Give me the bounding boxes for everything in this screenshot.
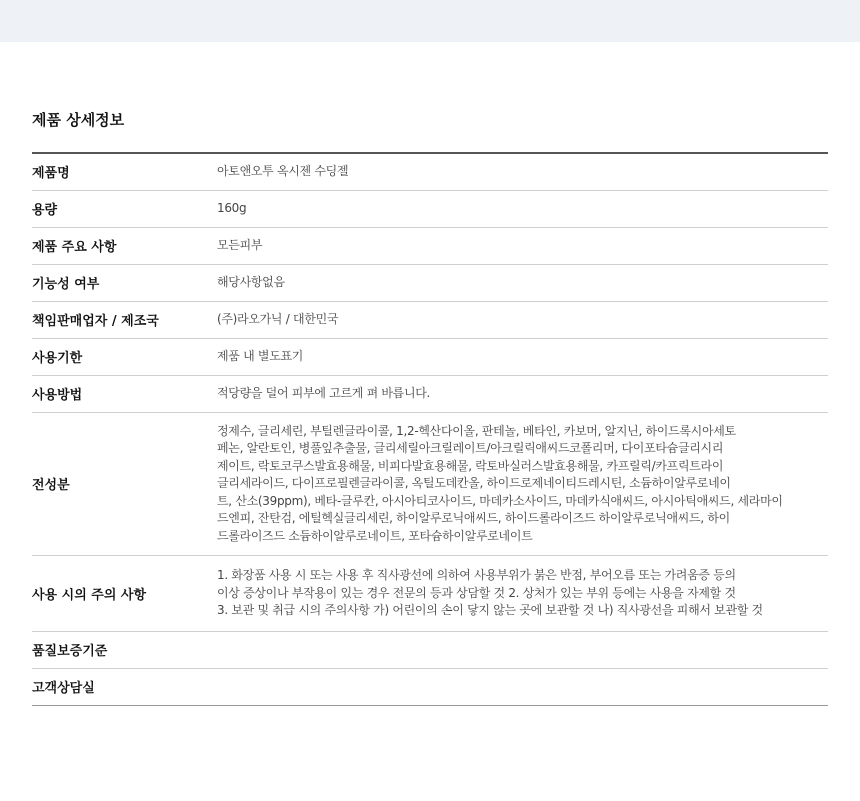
table-row-main-specs [32,227,828,264]
table-row-seller-origin [32,301,828,338]
row-label: 사용기한 [32,351,83,366]
table-row-product-name [32,153,828,190]
table-row-expiry [32,338,828,375]
row-value: 정제수, 글리세린, 부틸렌글라이콜, 1,2-헥산다이올, 판테놀, 베타인, 카보머, 알지닌, 하이드록시아세토 페논, 알란토인, 병풀잎추출물, 글리세릴아크릴레이트/아크릴릭애씨드코폴리머, 다이포타슘글리시리 제이트, 락토코쿠스발효용해물, 비피다발효용해물, 락토바실러스발효용해물, 카프릴릭/카프릭트라이 글리세라이드, 다이프로필렌글라이콜, 옥틸도데칸올, 하이드로제네이티드레시틴, 소듐하이알루로네이 트, 산소(39ppm), 베타-글루칸, 아시아티코사이드, 마데카소사이드, 마데카식애씨드, 아시아틱애씨드, 세라마이 드엔피, 잔탄검, 에틸헥실글리세린, 하이알루로닉애씨드, 하이드롤라이즈드 하이알루로닉애씨드, 하이 드롤라이즈드 소듐하이알루로네이트, 포타슘하이알루로네이트 [217,423,783,543]
product-info-table [32,152,828,706]
row-value: 제품 내 별도표기 [217,348,304,363]
row-label: 전성분 [32,478,70,494]
table-row-volume [32,190,828,227]
table-row-ingredients [32,412,828,556]
row-label: 고객상담실 [32,681,95,696]
row-value: 1. 화장품 사용 시 또는 사용 후 직사광선에 의하여 사용부위가 붉은 반점, 부어오름 또는 가려움증 등의 이상 증상이나 부작용이 있는 경우 전문의 등과 상담할 것 2. 상처가 있는 부위 등에는 사용을 자제할 것 3. 보관 및 취급 시의 주의사항 가) 어린이의 손이 닿지 않는 곳에 보관할 것 나) 직사광선을 피해서 보관할 것 [217,568,763,617]
row-label: 제품명 [32,166,70,182]
row-value: 모든피부 [217,237,263,252]
row-label: 사용방법 [32,388,83,403]
row-value: 아토앤오투 옥시젠 수딩젤 [217,164,349,178]
top-banner [0,0,860,42]
product-detail-section [32,110,828,706]
row-label: 책임판매업자 / 제조국 [32,314,159,329]
row-label: 기능성 여부 [32,277,100,292]
row-value: (주)라오가닉 / 대한민국 [217,311,339,326]
table-row-quality [32,631,828,668]
row-value: 160g [217,200,247,215]
row-label: 품질보증기준 [32,644,108,659]
table-row-caution [32,556,828,632]
table-row-functional [32,264,828,301]
row-label: 용량 [32,203,58,218]
row-value: 적당량을 덜어 피부에 고르게 펴 바릅니다. [217,385,431,400]
table-row-customer-service [32,668,828,705]
table-row-usage [32,375,828,412]
row-label: 제품 주요 사항 [32,240,117,255]
section-title: 제품 상세정보 [32,111,125,129]
row-label: 사용 시의 주의 사항 [32,587,147,603]
row-value [217,668,828,705]
row-value [217,631,828,668]
row-value: 해당사항없음 [217,274,285,289]
